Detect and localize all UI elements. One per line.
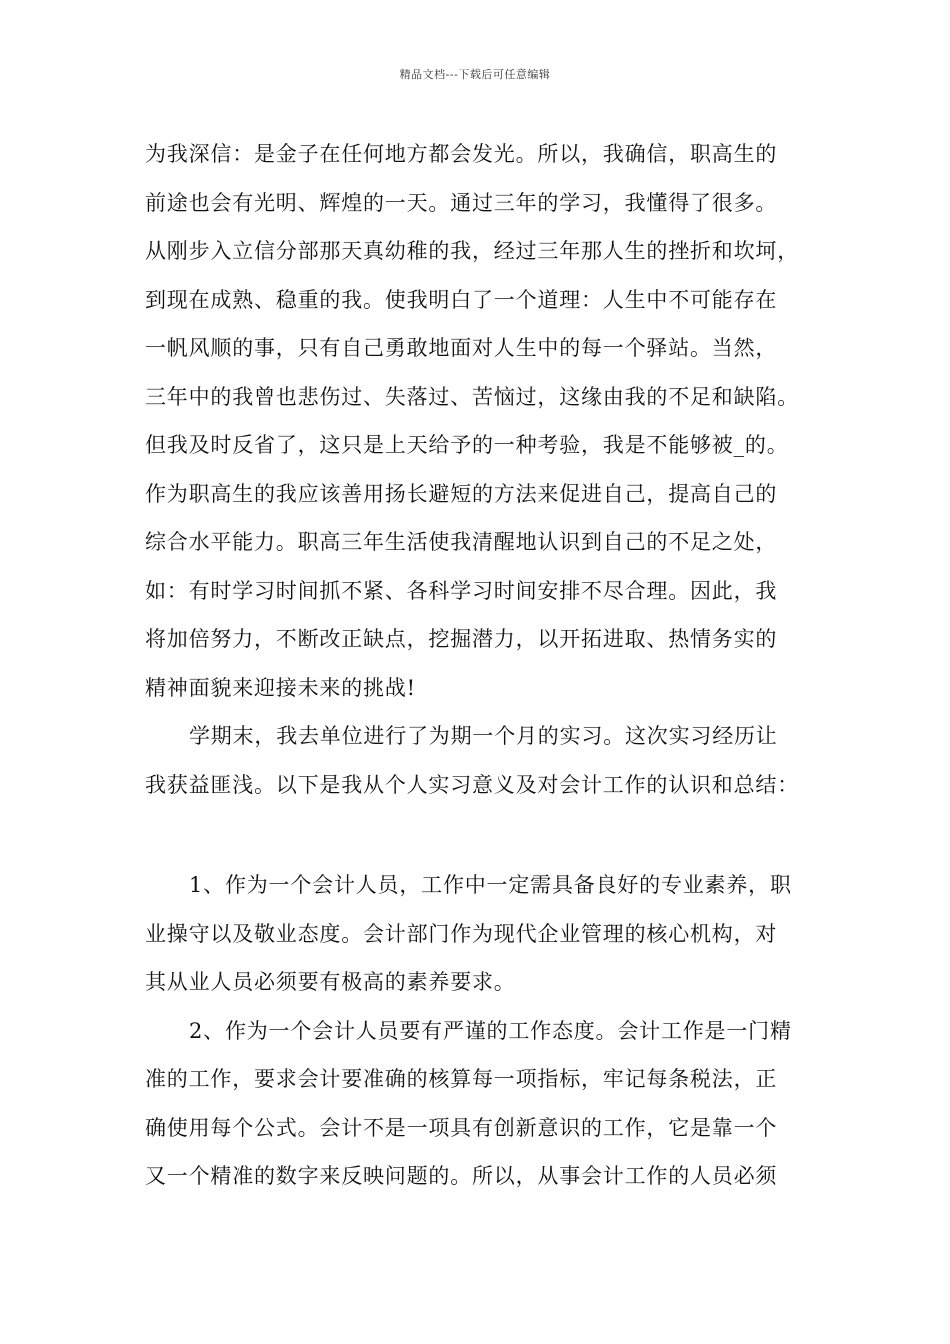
paragraph	[145, 861, 815, 1007]
text-line: 1、作为一个会计人员，工作中一定需具备良好的专业素养，职	[189, 873, 792, 897]
text-line: 业操守以及敬业态度。会计部门作为现代企业管理的核心机构，对	[145, 921, 778, 946]
text-line: 到现在成熟、稳重的我。使我明白了一个道理：人生中不可能存在	[145, 287, 778, 312]
text-line: 我获益匪浅。以下是我从个人实习意义及对会计工作的认识和总结：	[145, 772, 799, 797]
text-line: 作为职高生的我应该善用扬长避短的方法来促进自己，提高自己的	[145, 481, 778, 506]
text-line: 其从业人员必须要有极高的素养要求。	[145, 970, 516, 994]
text-line: 但我及时反省了，这只是上天给予的一种考验，我是不能够被_的。	[145, 433, 789, 457]
document-body	[145, 130, 815, 1201]
text-line: 为我深信：是金子在任何地方都会发光。所以，我确信，职高生的	[145, 142, 778, 166]
text-line: 2、作为一个会计人员要有严谨的工作态度。会计工作是一门精	[189, 1018, 792, 1043]
text-line: 从刚步入立信分部那天真幼稚的我，经过三年那人生的挫折和坎坷，	[145, 239, 799, 263]
text-line: 前途也会有光明、辉煌的一天。通过三年的学习，我懂得了很多。	[145, 190, 778, 215]
text-line: 综合水平能力。职高三年生活使我清醒地认识到自己的不足之处，	[145, 530, 778, 554]
text-line: 准的工作，要求会计要准确的核算每一项指标，牢记每条税法，正	[145, 1067, 778, 1091]
text-line: 将加倍努力，不断改正缺点，挖掘潜力，以开拓进取、热情务实的	[145, 627, 778, 651]
text-line: 精神面貌来迎接未来的挑战!	[145, 675, 416, 700]
page-header: 精品文档---下载后可任意编辑	[399, 68, 551, 81]
paragraph	[145, 130, 815, 712]
text-line: 确使用每个公式。会计不是一项具有创新意识的工作，它是靠一个	[145, 1115, 778, 1140]
text-line: 一帆风顺的事，只有自己勇敢地面对人生中的每一个驿站。当然，	[145, 336, 778, 360]
text-line: 如：有时学习时间抓不紧、各科学习时间安排不尽合理。因此，我	[145, 578, 778, 603]
text-line: 学期末，我去单位进行了为期一个月的实习。这次实习经历让	[189, 724, 778, 748]
paragraph	[145, 712, 815, 809]
paragraph-spacer	[145, 809, 815, 861]
text-line: 三年中的我曾也悲伤过、失落过、苦恼过，这缘由我的不足和缺陷。	[145, 384, 799, 409]
text-line: 又一个精准的数字来反映问题的。所以，从事会计工作的人员必须	[145, 1164, 778, 1188]
paragraph	[145, 1007, 815, 1201]
